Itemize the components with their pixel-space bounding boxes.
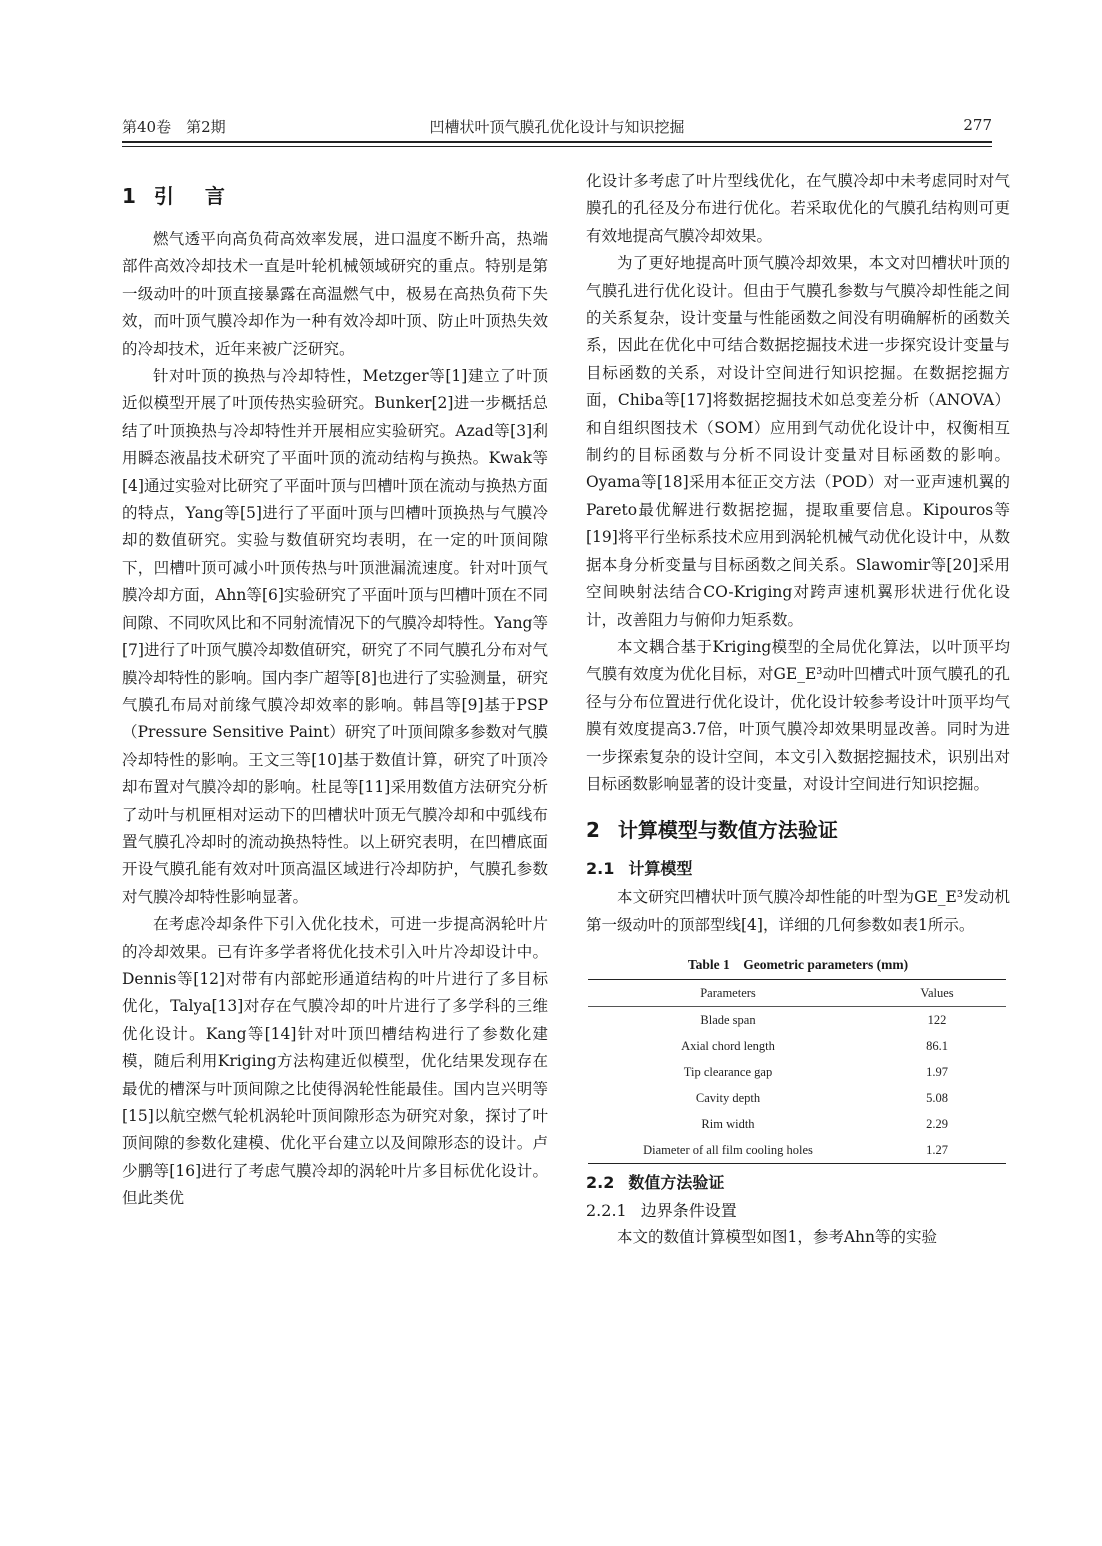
subsection-heading-2-1: 2.1 计算模型 bbox=[586, 859, 693, 879]
table-row: Rim width 2.29 bbox=[701, 1116, 948, 1131]
section-heading-1: 1 引 言 bbox=[122, 184, 237, 208]
paragraph: 为了更好地提高叶顶气膜冷却效果，本文对凹槽状叶顶的气膜孔进行优化设计。但由于气膜孔参数与气膜冷却性能之间的关系复杂，设计变量与性能函数之间没有明确解析的函数关系，因此在优化中可结合数据挖掘技术进一步探究设计变量与目标函数的关系，对设计空间进行知识挖掘。在数据挖掘方面，Chiba等[17]将数据挖掘技术如总变差分析（ANOVA）和自组织图技术（SOM）应用到气动优化设计中，权衡相互制约的目标函数与分析不同设计变量对目标函数的影响。Oyama等[18]采用本征正交方法（POD）对一亚声速机翼的Pareto最优解进行数据挖掘，提取重要信息。Kipouros等[19]将平行坐标系技术应用到涡轮机械气动优化设计中，从数据本身分析变量与目标函数之间关系。Slawomir等[20]采用空间映射法结合CO-Kriging对跨声速机翼形状进行优化设计，改善阻力与俯仰力矩系数。 bbox=[586, 254, 1010, 629]
column-header-values: Values bbox=[920, 985, 954, 1000]
table-caption: Table 1 Geometric parameters (mm) bbox=[687, 957, 909, 973]
header-rule-thin bbox=[122, 146, 992, 147]
table-row: Tip clearance gap 1.97 bbox=[683, 1064, 948, 1079]
table-header-row bbox=[588, 980, 1006, 1007]
left-column bbox=[122, 168, 548, 1213]
table-row: Axial chord length 86.1 bbox=[681, 1038, 948, 1053]
journal-volume: 第40卷 第2期 bbox=[122, 118, 226, 136]
paragraph: 针对叶顶的换热与冷却特性，Metzger等[1]建立了叶顶近似模型开展了叶顶传热实验研究。Bunker[2]进一步概括总结了叶顶换热与冷却特性并开展相应实验研究。Azad等[3]利用瞬态液晶技术研究了平面叶顶的流动结构与换热。Kwak等[4]通过实验对比研究了平面叶顶与凹槽叶顶在流动与换热方面的特点，Yang等[5]进行了平面叶顶与凹槽叶顶换热与气膜冷却的数值研究。实验与数值研究均表明，在一定的叶顶间隙下，凹槽叶顶可减小叶顶传热与叶顶泄漏流速度。针对叶顶气膜冷却方面，Ahn等[6]实验研究了平面叶顶与凹槽叶顶在不同间隙、不同吹风比和不同射流情况下的气膜冷却特性。Yang等[7]进行了叶顶气膜冷却数值研究，研究了不同气膜孔分布对气膜冷却特性的影响。国内李广超等[8]也进行了实验测量，研究气膜孔布局对前缘气膜冷却效率的影响。韩昌等[9]基于PSP（Pressure Sensitive Paint）研究了叶顶间隙多参数对气膜冷却特性的影响。王文三等[10]基于数值计算，研究了叶顶冷却布置对气膜冷却的影响。杜昆等[11]采用数值方法研究分析了动叶与机匣相对运动下的凹槽状叶顶无气膜冷却和中弧线布置气膜孔冷却时的流动换热特性。以上研究表明，在凹槽底面开设气膜孔能有效对叶顶高温区域进行冷却防护，气膜孔参数对气膜冷却特性影响显著。 bbox=[122, 367, 548, 906]
running-header bbox=[122, 116, 992, 144]
column-header-parameters: Parameters bbox=[700, 985, 756, 1000]
right-column bbox=[586, 168, 1010, 1252]
paragraph: 化设计多考虑了叶片型线优化，在气膜冷却中未考虑同时对气膜孔的孔径及分布进行优化。若采取优化的气膜孔结构则可更有效地提高气膜冷却效果。 bbox=[586, 172, 1010, 245]
table-row: Diameter of all film cooling holes 1.27 bbox=[588, 1137, 1006, 1164]
table-row: Blade span 122 bbox=[700, 1012, 947, 1027]
page-number: 277 bbox=[963, 116, 992, 134]
paragraph: 本文的数值计算模型如图1，参考Ahn等的实验 bbox=[617, 1228, 938, 1247]
header-rule-thick bbox=[122, 141, 992, 143]
subsubsection-heading-2-2-1: 2.2.1 边界条件设置 bbox=[586, 1201, 737, 1221]
geometric-parameters-table bbox=[588, 979, 1006, 1164]
paragraph: 在考虑冷却条件下引入优化技术，可进一步提高涡轮叶片的冷却效果。已有许多学者将优化技术引入叶片冷却设计中。Dennis等[12]对带有内部蛇形通道结构的叶片进行了多目标优化，Talya[13]对存在气膜冷却的叶片进行了多学科的三维优化设计。Kang等[14]针对叶顶凹槽结构进行了参数化建模，随后利用Kriging方法构建近似模型，优化结果发现存在最优的槽深与叶顶间隙之比使得涡轮性能最佳。国内岂兴明等[15]以航空燃气轮机涡轮叶顶间隙形态为研究对象，探讨了叶顶间隙的参数化建模、优化平台建立以及间隙形态的设计。卢少鹏等[16]进行了考虑气膜冷却的涡轮叶片多目标优化设计。但此类优 bbox=[122, 915, 548, 1208]
paragraph: 本文耦合基于Kriging模型的全局优化算法，以叶顶平均气膜有效度为优化目标，对GE_E³动叶凹槽式叶顶气膜孔的孔径与分布位置进行优化设计，优化设计较参考设计叶顶平均气膜有效度提高3.7倍，叶顶气膜冷却效果明显改善。同时为进一步探索复杂的设计空间，本文引入数据挖掘技术，识别出对目标函数影响显著的设计变量，对设计空间进行知识挖掘。 bbox=[586, 637, 1010, 793]
section-heading-2: 2 计算模型与数值方法验证 bbox=[586, 818, 838, 843]
paragraph: 燃气透平向高负荷高效率发展，进口温度不断升高，热端部件高效冷却技术一直是叶轮机械领域研究的重点。特别是第一级动叶的叶顶直接暴露在高温燃气中，极易在高热负荷下失效，而叶顶气膜冷却作为一种有效冷却叶顶、防止叶顶热失效的冷却技术，近年来被广泛研究。 bbox=[122, 230, 548, 358]
subsection-heading-2-2: 2.2 数值方法验证 bbox=[586, 1173, 725, 1193]
running-title: 凹槽状叶顶气膜孔优化设计与知识挖掘 bbox=[429, 118, 685, 136]
paragraph: 本文研究凹槽状叶顶气膜冷却性能的叶型为GE_E³发动机第一级动叶的顶部型线[4]，详细的几何参数如表1所示。 bbox=[586, 888, 1010, 934]
table-row: Cavity depth 5.08 bbox=[695, 1090, 948, 1105]
